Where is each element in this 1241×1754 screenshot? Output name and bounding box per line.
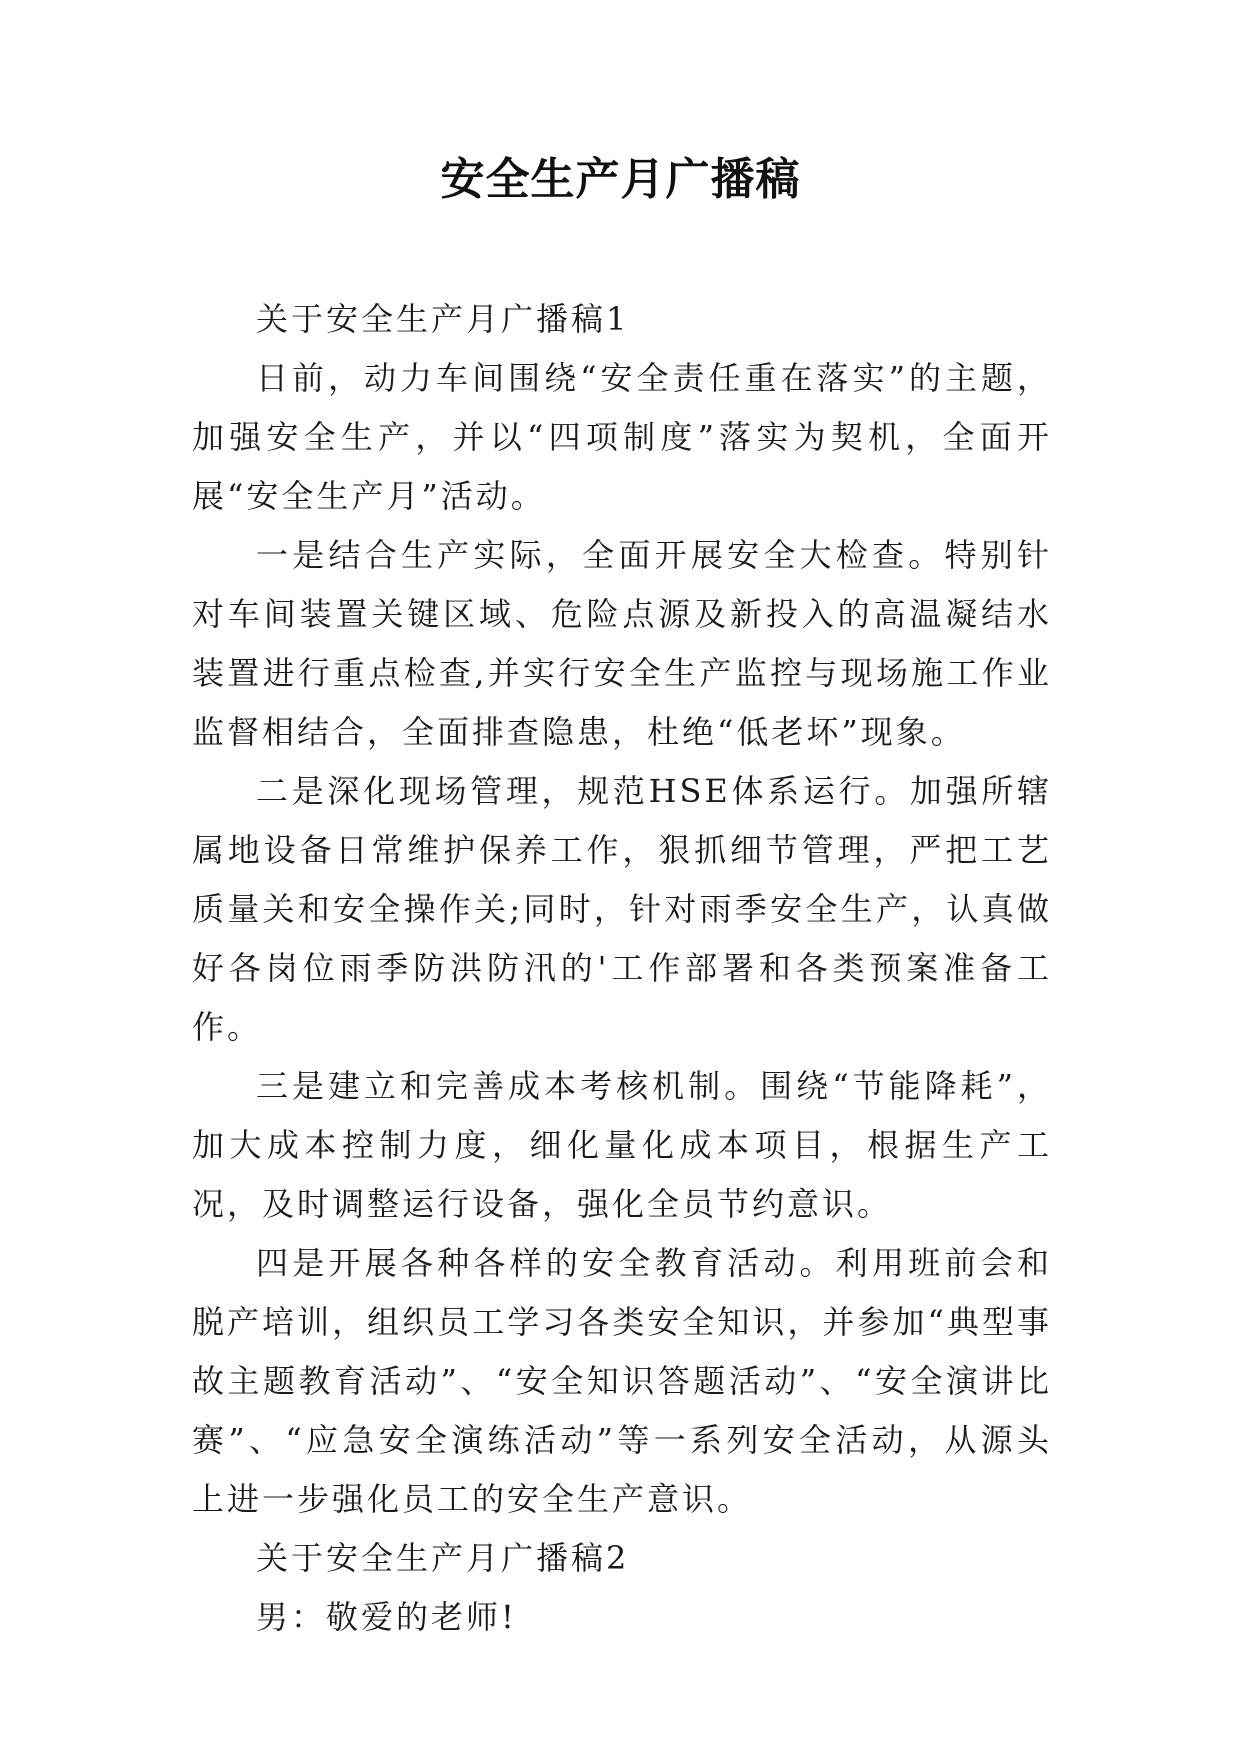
paragraph-intro: 日前，动力车间围绕“安全责任重在落实”的主题，加强安全生产，并以“四项制度”落实为契机，全面开展“安全生产月”活动。 <box>192 359 1052 515</box>
paragraph-greeting: 男：敬爱的老师! <box>256 1598 517 1636</box>
section-heading-1: 关于安全生产月广播稿1 <box>256 300 630 338</box>
paragraph-point-3: 三是建立和完善成本考核机制。围绕“节能降耗”，加大成本控制力度，细化量化成本项目，根据生产工况，及时调整运行设备，强化全员节约意识。 <box>192 1067 1052 1223</box>
document-title: 安全生产月广播稿 <box>440 154 801 205</box>
paragraph-point-1: 一是结合生产实际，全面开展安全大检查。特别针对车间装置关键区域、危险点源及新投入的高温凝结水装置进行重点检查,并实行安全生产监控与现场施工作业监督相结合，全面排查隐患，杜绝“低老坏”现象。 <box>192 536 1052 751</box>
paragraph-point-2: 二是深化现场管理，规范HSE体系运行。加强所辖属地设备日常维护保养工作，狠抓细节管理，严把工艺质量关和安全操作关;同时，针对雨季安全生产，认真做好各岗位雨季防洪防汛的'工作部署和各类预案准备工作。 <box>192 772 1052 1046</box>
paragraph-point-4: 四是开展各种各样的安全教育活动。利用班前会和脱产培训，组织员工学习各类安全知识，并参加“典型事故主题教育活动”、“安全知识答题活动”、“安全演讲比赛”、“应急安全演练活动”等一系列安全活动，从源头上进一步强化员工的安全生产意识。 <box>192 1244 1052 1518</box>
section-heading-2: 关于安全生产月广播稿2 <box>256 1539 630 1577</box>
document-body <box>192 290 1052 1647</box>
